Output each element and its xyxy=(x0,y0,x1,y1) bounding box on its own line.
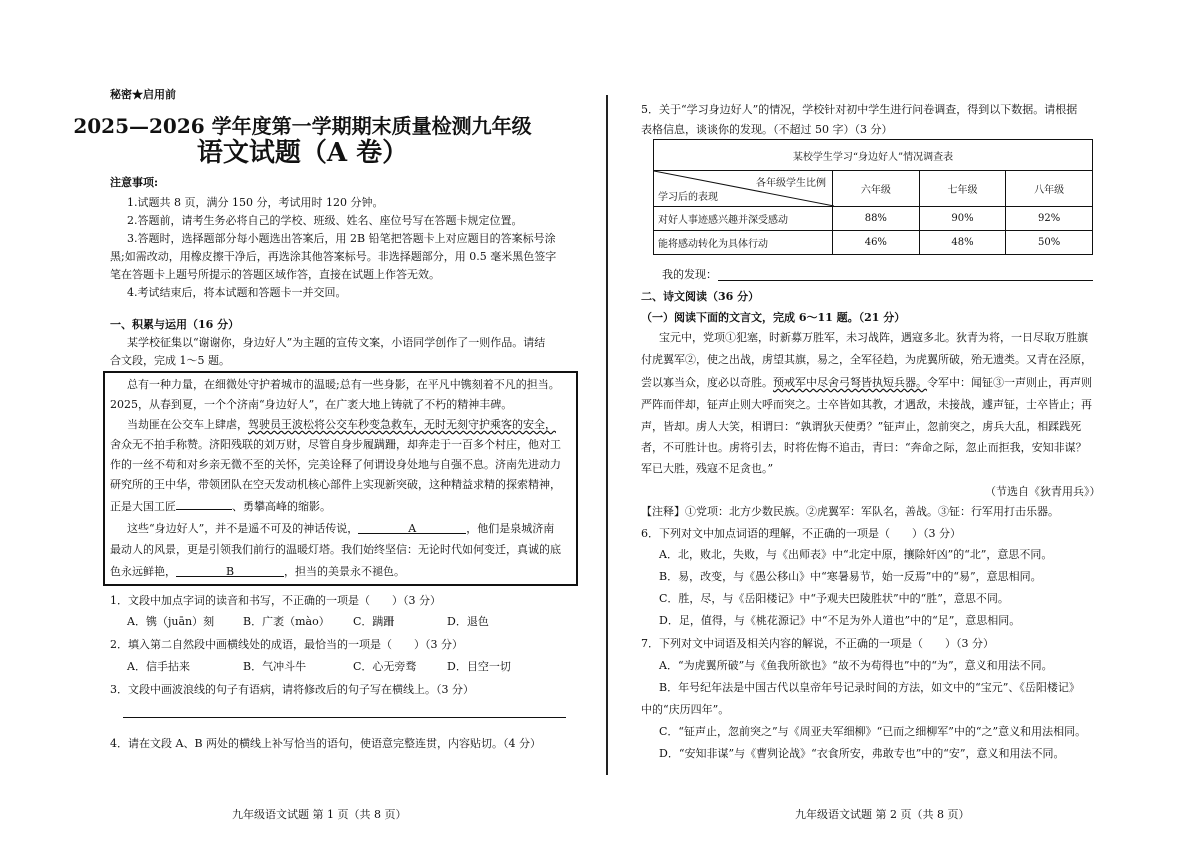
box-text: 当劫匪在公交车上肆虐，驾驶员王波松将公交车秒变急救车，无时无刻守护乘客的安全， xyxy=(127,418,556,431)
box-text: 正是大国工匠 、勇攀高峰的缩影。 xyxy=(110,500,331,513)
q6-option[interactable]: C．胜，尽，与《岳阳楼记》中“予观夫巴陵胜状”中的“胜”，意思不同。 xyxy=(659,592,1009,605)
passage-line: 声，皆却。虏人大笑，相谓曰：“孰谓狄天使勇？”钲声止，忽前突之，虏兵大乱，相蹂践死 xyxy=(641,420,1082,433)
question-5: 5．关于“学习身边好人”的情况，学校针对初中学生进行问卷调查，得到以下数据。请根据 xyxy=(641,103,1078,116)
q7-option[interactable]: B．年号纪年法是中国古代以皇帝年号记录时间的方法，如文中的“宝元”、《岳阳楼记》 xyxy=(659,681,1080,694)
box-text: 总有一种力量，在细微处守护着城市的温暖;总有一些身影，在平凡中镌刻着不凡的担当。 xyxy=(127,378,560,391)
q2-option[interactable]: B．气冲斗牛 xyxy=(243,660,307,673)
intro-line: 合文段，完成 1～5 题。 xyxy=(110,354,230,367)
passage-line: 尝以寡当众，度必以奇胜。预戒军中尽舍弓弩皆执短兵器。令军中：闻钲③一声则止，再声则 xyxy=(641,376,1092,389)
notice-item: 2.答题前，请考生务必将自己的学校、班级、姓名、座位号写在答题卡规定位置。 xyxy=(127,214,523,227)
idiom-blank[interactable] xyxy=(176,498,232,510)
question-1: 1．文段中加点字词的读音和书写，不正确的一项是（ ）（3 分） xyxy=(110,594,441,607)
box-text: 研究所的王中华，带领团队在空天发动机核心部件上实现新突破，这种精益求精的探索精神， xyxy=(110,478,561,491)
exam-title: 2025—2026 学年度第一学期期末质量检测九年级 xyxy=(73,114,532,138)
passage-source: （节选自《狄青用兵》） xyxy=(985,485,1101,498)
sub1-title: （一）阅读下面的文言文，完成 6～11 题。（21 分） xyxy=(641,311,906,324)
question-4: 4．请在文段 A、B 两处的横线上补写恰当的语句，使语意完整连贯，内容贴切。（4 分） xyxy=(110,737,542,750)
notice-item: 3.答题时，选择题部分每小题选出答案后，用 2B 铅笔把答题卡上对应题目的答案标号涂 xyxy=(127,232,556,245)
box-text: 作的一丝不苟和对乡亲无微不至的关怀，完美诠释了何谓设身处地与自强不息。济南先进动力 xyxy=(110,458,561,471)
wavy-passage: 预戒军中尽舍弓弩皆执短兵器。 xyxy=(773,376,927,389)
table-title: 某校学生学习“身边好人”情况调查表 xyxy=(654,140,1093,171)
q2-option[interactable]: C．心无旁骛 xyxy=(353,660,417,673)
box-text: 色永远鲜艳， B ，担当的美景永不褪色。 xyxy=(110,565,405,578)
page-footer: 九年级语文试题 第 2 页（共 8 页） xyxy=(795,808,970,821)
passage-note: 【注释】①党项：北方少数民族。②虎翼军：军队名，善战。③钲：行军用打击乐器。 xyxy=(641,505,1059,518)
q6-option[interactable]: D．足，值得，与《桃花源记》中“不足为外人道也”中的“足”，意思相同。 xyxy=(659,614,1021,627)
table-header: 七年级 xyxy=(919,171,1006,207)
notice-item: 黑;如需改动，用橡皮擦干净后，再选涂其他答案标号。非选择题部分，用 0.5 毫米黑色签字 xyxy=(110,250,557,263)
q7-option-continued: 中的“庆历四年”。 xyxy=(641,703,730,716)
table-corner: 各年级学生比例 学习后的表现 xyxy=(654,171,833,207)
table-header: 八年级 xyxy=(1006,171,1093,207)
q7-option[interactable]: C．“钲声止，忽前突之”与《周亚夫军细柳》“已而之细柳军”中的“之”意义和用法相同。 xyxy=(659,725,1087,738)
passage-line: 宝元中，党项①犯塞，时新募万胜军，未习战阵，遇寇多北。狄青为将，一日尽取万胜旗 xyxy=(659,331,1088,344)
notice-item: 笔在答题卡上题号所提示的答题区域作答，直接在试题上作答无效。 xyxy=(110,268,440,281)
survey-table xyxy=(653,139,1093,255)
question-2: 2．填入第二自然段中画横线处的成语，最恰当的一项是（ ）（3 分） xyxy=(110,638,463,651)
question-3: 3．文段中画波浪线的句子有语病，请将修改后的句子写在横线上。（3 分） xyxy=(110,683,474,696)
page-footer: 九年级语文试题 第 1 页（共 8 页） xyxy=(232,808,407,821)
section2-title: 二、诗文阅读（36 分） xyxy=(641,290,760,303)
table-header: 六年级 xyxy=(833,171,920,207)
table-row: 对好人事迹感兴趣并深受感动 88% 90% 92% xyxy=(654,207,1093,231)
blank-a[interactable]: A xyxy=(358,522,466,534)
passage-line: 者，不可胜计也。虏将引去，时将佐悔不追击，青曰：“奔命之际，忽止而拒我，安知非谋？ xyxy=(641,441,1087,454)
box-text: 最动人的风景，更是引领我们前行的温暖灯塔。我们始终坚信：无论时代如何变迁，真诚的底 xyxy=(110,543,561,556)
notice-title: 注意事项: xyxy=(110,176,159,189)
finding-label: 我的发现： xyxy=(662,268,717,281)
q7-option[interactable]: D．“安知非谋”与《曹刿论战》“衣食所安，弗敢专也”中的“安”，意义和用法不同。 xyxy=(659,747,1065,760)
q2-option[interactable]: D．目空一切 xyxy=(447,660,511,673)
passage-line: 军已大胜，残寇不足贪也。” xyxy=(641,462,774,475)
notice-item: 4.考试结束后，将本试题和答题卡一并交回。 xyxy=(127,286,347,299)
question-5: 表格信息，谈谈你的发现。（不超过 50 字）（3 分） xyxy=(641,123,893,136)
q1-option[interactable]: B．广袤（mào） xyxy=(243,615,330,628)
q1-option[interactable]: A．镌（juān）刻 xyxy=(127,615,215,628)
q1-option[interactable]: C．蹒跚 xyxy=(353,615,395,628)
section1-title: 一、积累与运用（16 分） xyxy=(110,318,240,331)
passage-line: 严阵而伴却，钲声止则大呼而突之。士卒皆如其教，才遇敌，未接战，遽声钲，士卒皆止；再 xyxy=(641,398,1092,411)
exam-subtitle: 语文试题（A 卷） xyxy=(196,138,409,168)
blank-b[interactable]: B xyxy=(176,565,284,577)
answer-line[interactable] xyxy=(123,717,566,718)
box-text: 舍众无不拍手称赞。济阳残联的刘万财，尽管自身步履蹒跚，却奔走于一百多个村庄，他对工 xyxy=(110,438,561,451)
finding-answer-line[interactable] xyxy=(718,280,1093,281)
notice-item: 1.试题共 8 页，满分 150 分，考试用时 120 分钟。 xyxy=(127,196,384,209)
box-text: 2025，从春到夏，一个个济南“身边好人”，在广袤大地上铸就了不朽的精神丰碑。 xyxy=(110,398,513,411)
q6-option[interactable]: B．易，改变，与《愚公移山》中“寒暑易节，始一反焉”中的“易”，意思相同。 xyxy=(659,570,1042,583)
box-text: 这些“身边好人”，并不是遥不可及的神话传说， A ，他们是泉城济南 xyxy=(127,522,555,535)
q6-option[interactable]: A．北，败北，失败，与《出师表》中“北定中原，攘除奸凶”的“北”，意思不同。 xyxy=(659,548,1053,561)
question-7: 7．下列对文中词语及相关内容的解说，不正确的一项是（ ）（3 分） xyxy=(641,637,994,650)
q1-option[interactable]: D．退色 xyxy=(447,615,489,628)
q2-option[interactable]: A．信手拈来 xyxy=(127,660,190,673)
intro-line: 某学校征集以“谢谢你，身边好人”为主题的宣传文案，小语同学创作了一则作品。请结 xyxy=(127,336,546,349)
passage-line: 付虎翼军②，使之出战，虏望其旗，易之，全军径趋，为虎翼所破，殆无遗类。又青在泾原， xyxy=(641,353,1092,366)
secret-label: 秘密★启用前 xyxy=(110,88,176,101)
table-row: 能将感动转化为具体行动 46% 48% 50% xyxy=(654,231,1093,255)
q7-option[interactable]: A．“为虎翼所破”与《鱼我所欲也》“故不为苟得也”中的“为”，意义和用法不同。 xyxy=(659,659,1053,672)
question-6: 6．下列对文中加点词语的理解，不正确的一项是（ ）（3 分） xyxy=(641,527,961,540)
page-divider xyxy=(606,95,608,775)
wavy-sentence: 驾驶员王波松将公交车秒变急救车，无时无刻守护乘客的安全， xyxy=(248,418,556,431)
